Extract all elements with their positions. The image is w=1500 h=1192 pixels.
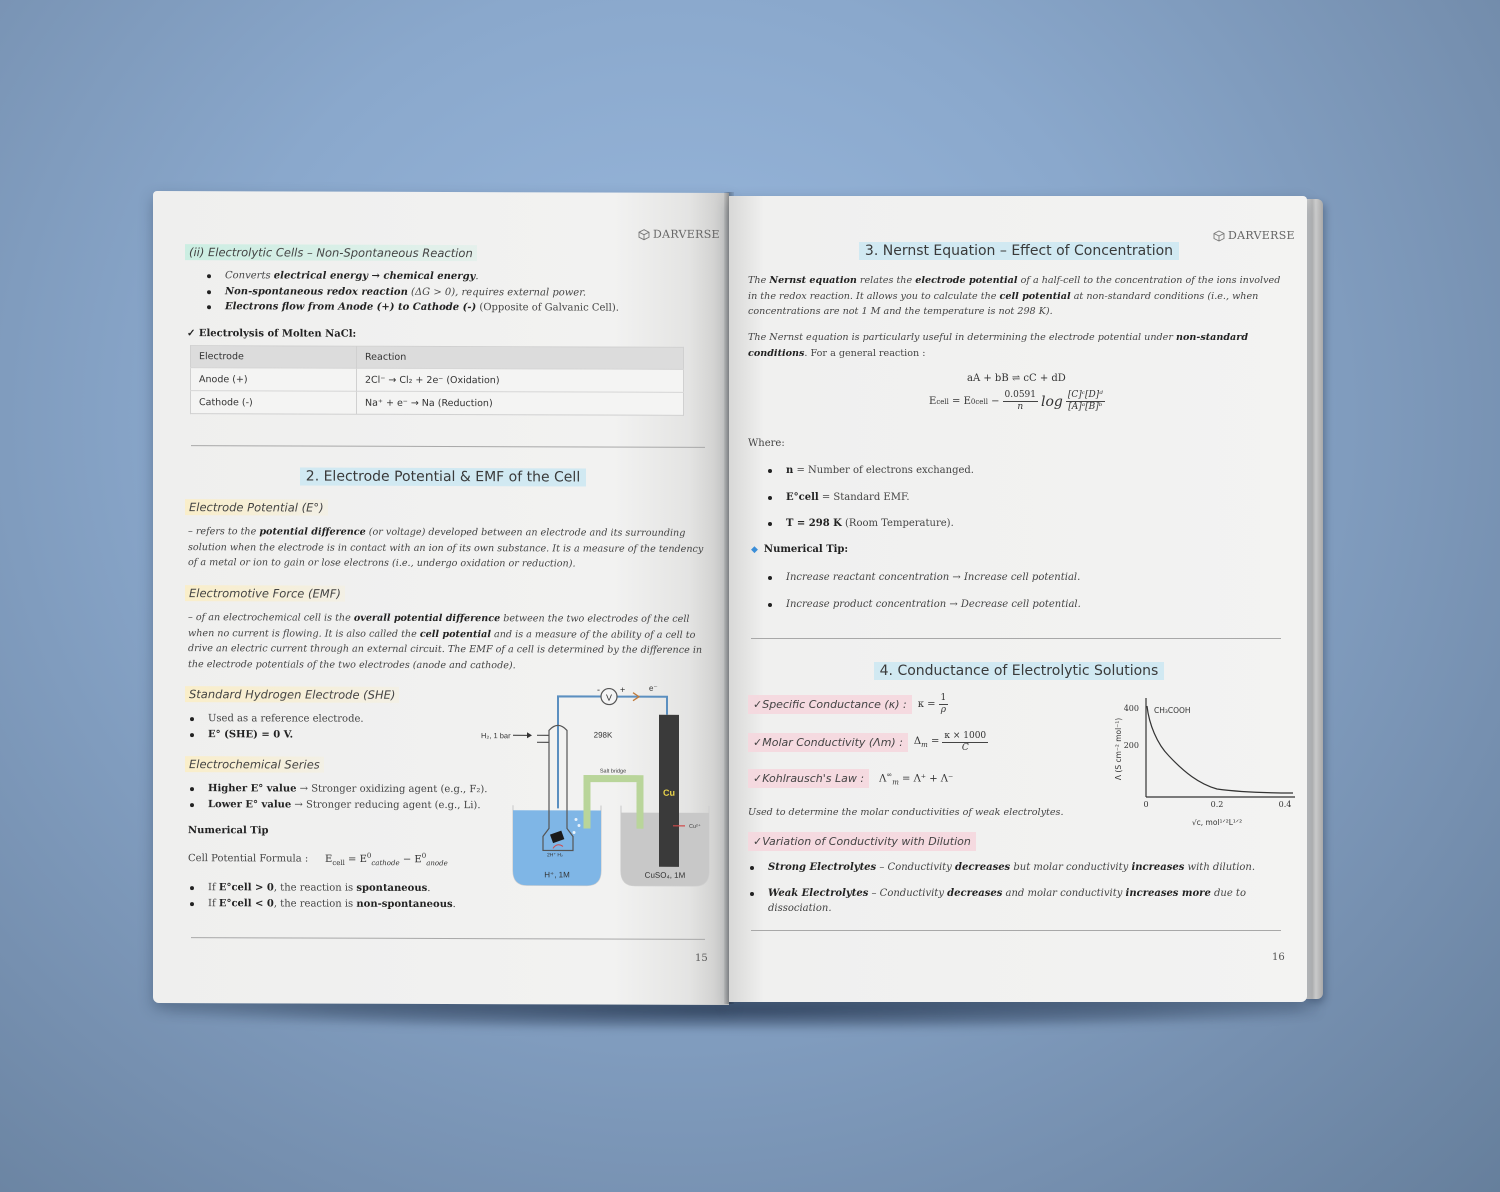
svg-text:√c, mol¹ᐟ²L¹ᐟ²: √c, mol¹ᐟ²L¹ᐟ² (1191, 818, 1243, 827)
electrolytic-bullets (205, 268, 705, 316)
cell-potential-formula-label: Cell Potential Formula : (188, 853, 309, 865)
divider (191, 937, 705, 940)
series-heading: Electrochemical Series (185, 756, 324, 772)
electrode-potential-text: – refers to the potential difference (or voltage) developed between an electrode and its surrounding solution when the electrode is in contact with an ion of its own substance. It is a measure of the tendency of a metal or ion to gain or lose electrons (i.e., undergo oxidation or reduction). (188, 526, 704, 570)
right-page (729, 196, 1307, 1002)
list-item: Converts electrical energy → chemical energy. (205, 268, 705, 285)
electrolysis-table-title: ✓ Electrolysis of Molten NaCl: (187, 328, 357, 340)
svg-text:CuSO₄, 1M: CuSO₄, 1M (644, 870, 686, 880)
svg-text:0.2: 0.2 (1210, 800, 1224, 809)
nernst-usage: The Nernst equation is particularly useful in determining the electrode potential under non-standard conditions. For a general reaction : (748, 332, 1249, 359)
electrolysis-table (190, 345, 684, 416)
list-item: If E°cell < 0, the reaction is non-spontaneous. (188, 896, 488, 913)
brand-name: DARVERSE (1228, 229, 1295, 242)
divider (191, 445, 705, 448)
list-item: Increase product concentration → Decrease cell potential. (766, 597, 1166, 613)
list-item: Electrons flow from Anode (+) to Cathode (-) (Opposite of Galvanic Cell). (205, 299, 705, 316)
dilution-heading: ✓Variation of Conductivity with Dilution (748, 832, 976, 851)
diamond-bullet-icon: ◆ (751, 545, 758, 555)
list-item: E° (SHE) = 0 V. (188, 727, 468, 743)
series-bullets (188, 781, 488, 813)
svg-text:Cu: Cu (663, 787, 675, 798)
cell-potential-formula: $E_{cell} = E^0_{cathode} - E^0_{anode}$ (325, 851, 448, 868)
page-number: 15 (695, 952, 708, 964)
table-row: Cathode (-) Na⁺ + e⁻ → Na (Reduction) (191, 391, 684, 416)
svg-text:Λ (S cm⁻² mol⁻¹): Λ (S cm⁻² mol⁻¹) (1114, 717, 1123, 781)
table-header-row (191, 346, 684, 370)
nernst-intro: The Nernst equation relates the electrode potential of a half-cell to the concentration of the ions involved in the redox reaction. It allows you to calculate the cell potential at non-standard conditions (i.e., when concentrations are not 1 M and the temperature is not 298 K). (748, 275, 1281, 317)
column-header: Reaction (357, 346, 684, 369)
page-number: 16 (1272, 952, 1285, 963)
svg-text:400: 400 (1123, 704, 1139, 713)
svg-text:298K: 298K (593, 730, 613, 740)
emf-heading: Electromotive Force (EMF) (185, 585, 345, 602)
numerical-tip-heading: ◆ Numerical Tip: (751, 544, 849, 555)
svg-text:2H⁺ H₂: 2H⁺ H₂ (547, 852, 563, 859)
nernst-tips (766, 570, 1166, 612)
ch3cooh-curve (1147, 706, 1293, 793)
where-label: Where: (748, 438, 785, 449)
svg-text:0: 0 (1143, 800, 1149, 809)
where-list (766, 463, 1066, 532)
section-3-title: 3. Nernst Equation – Effect of Concentration (859, 242, 1179, 260)
section-2-title: 2. Electrode Potential & EMF of the Cell (300, 468, 586, 487)
brand-name: DARVERSE (653, 227, 720, 241)
column-header: Electrode (191, 346, 357, 369)
electrode-potential-heading: Electrode Potential (E°) (185, 499, 328, 515)
list-item: Used as a reference electrode. (188, 711, 468, 727)
dilution-list (748, 860, 1298, 917)
svg-text:+: + (620, 684, 626, 695)
list-item: Lower E° value → Stronger reducing agent (e.g., Li). (188, 797, 488, 814)
table-row: Anode (+) 2Cl⁻ → Cl₂ + 2e⁻ (Oxidation) (191, 368, 684, 393)
left-page (153, 191, 729, 1005)
numerical-tip-bullets (188, 880, 488, 912)
list-item: Higher E° value → Stronger oxidizing agent (e.g., F₂). (188, 781, 488, 798)
specific-conductance: ✓Specific Conductance (κ) : κ = $\frac{1}{\rho}$ (748, 693, 951, 716)
list-item: Weak Electrolytes – Conductivity decreases and molar conductivity increases more due to dissociation. (748, 886, 1298, 917)
divider (751, 930, 1281, 931)
svg-text:V: V (605, 692, 613, 703)
list-item: If E°cell > 0, the reaction is spontaneous. (188, 880, 488, 897)
cube-logo-icon (638, 228, 650, 240)
numerical-tip-heading: Numerical Tip (188, 825, 269, 837)
book-page-edges (1305, 199, 1323, 999)
section-4-title: 4. Conductance of Electrolytic Solutions (874, 662, 1165, 680)
svg-text:CH₃COOH: CH₃COOH (1154, 706, 1191, 715)
svg-text:H₂, 1 bar: H₂, 1 bar (481, 731, 511, 741)
list-item: Strong Electrolytes – Conductivity decreases but molar conductivity increases with dilution. (748, 860, 1298, 876)
general-reaction: aA + bB ⇌ cC + dD (967, 373, 1066, 384)
divider (751, 638, 1281, 639)
list-item: n = Number of electrons exchanged. (766, 463, 1066, 479)
list-item: E°cell = Standard EMF. (766, 490, 1066, 506)
svg-text:Salt bridge: Salt bridge (599, 768, 627, 775)
svg-text:H⁺, 1M: H⁺, 1M (544, 870, 570, 880)
nernst-equation: E cell = E 0 cell − $\frac{0.0591}{n}$ log $\frac{\text{[C]ᶜ[D]ᵈ}}{\text{[A]ᵃ[B]ᵇ}}$ (929, 390, 1103, 412)
svg-text:-: - (597, 684, 600, 695)
list-item: Non-spontaneous redox reaction (ΔG > 0), requires external power. (205, 284, 705, 301)
svg-text:200: 200 (1123, 741, 1139, 750)
she-cell-diagram (475, 680, 715, 896)
molar-conductivity: ✓Molar Conductivity (Λm) : $\Delta_m$ = $\frac{\kappa \times 1000}{C}$ (748, 731, 991, 754)
svg-text:e⁻: e⁻ (649, 683, 658, 693)
svg-text:0.4: 0.4 (1278, 800, 1292, 809)
kohlrausch-law: ✓Kohlrausch's Law : $\Lambda^\infty_m = \Lambda^+ + \Lambda^-$ (748, 769, 953, 788)
she-heading: Standard Hydrogen Electrode (SHE) (185, 686, 399, 703)
list-item: T = 298 K (Room Temperature). (766, 516, 1066, 532)
brand-logo (638, 228, 720, 241)
electrolytic-heading: (ii) Electrolytic Cells – Non-Spontaneous Reaction (185, 244, 477, 261)
she-bullets (188, 711, 468, 743)
kohlrausch-usage: Used to determine the molar conductivities of weak electrolytes. (748, 807, 1064, 818)
svg-text:Cu²⁺: Cu²⁺ (689, 823, 701, 830)
emf-text: – of an electrochemical cell is the overall potential difference between the two electrodes of the cell when no current is flowing. It is also called the cell potential and is a measure of the ability of a cell to drive an electric current through an external circuit. The EMF of a cell is determined by the difference in the electrode potentials of the two electrodes (anode and cathode). (188, 612, 703, 671)
list-item: Increase reactant concentration → Increase cell potential. (766, 570, 1166, 586)
conductivity-chart (1109, 694, 1299, 834)
